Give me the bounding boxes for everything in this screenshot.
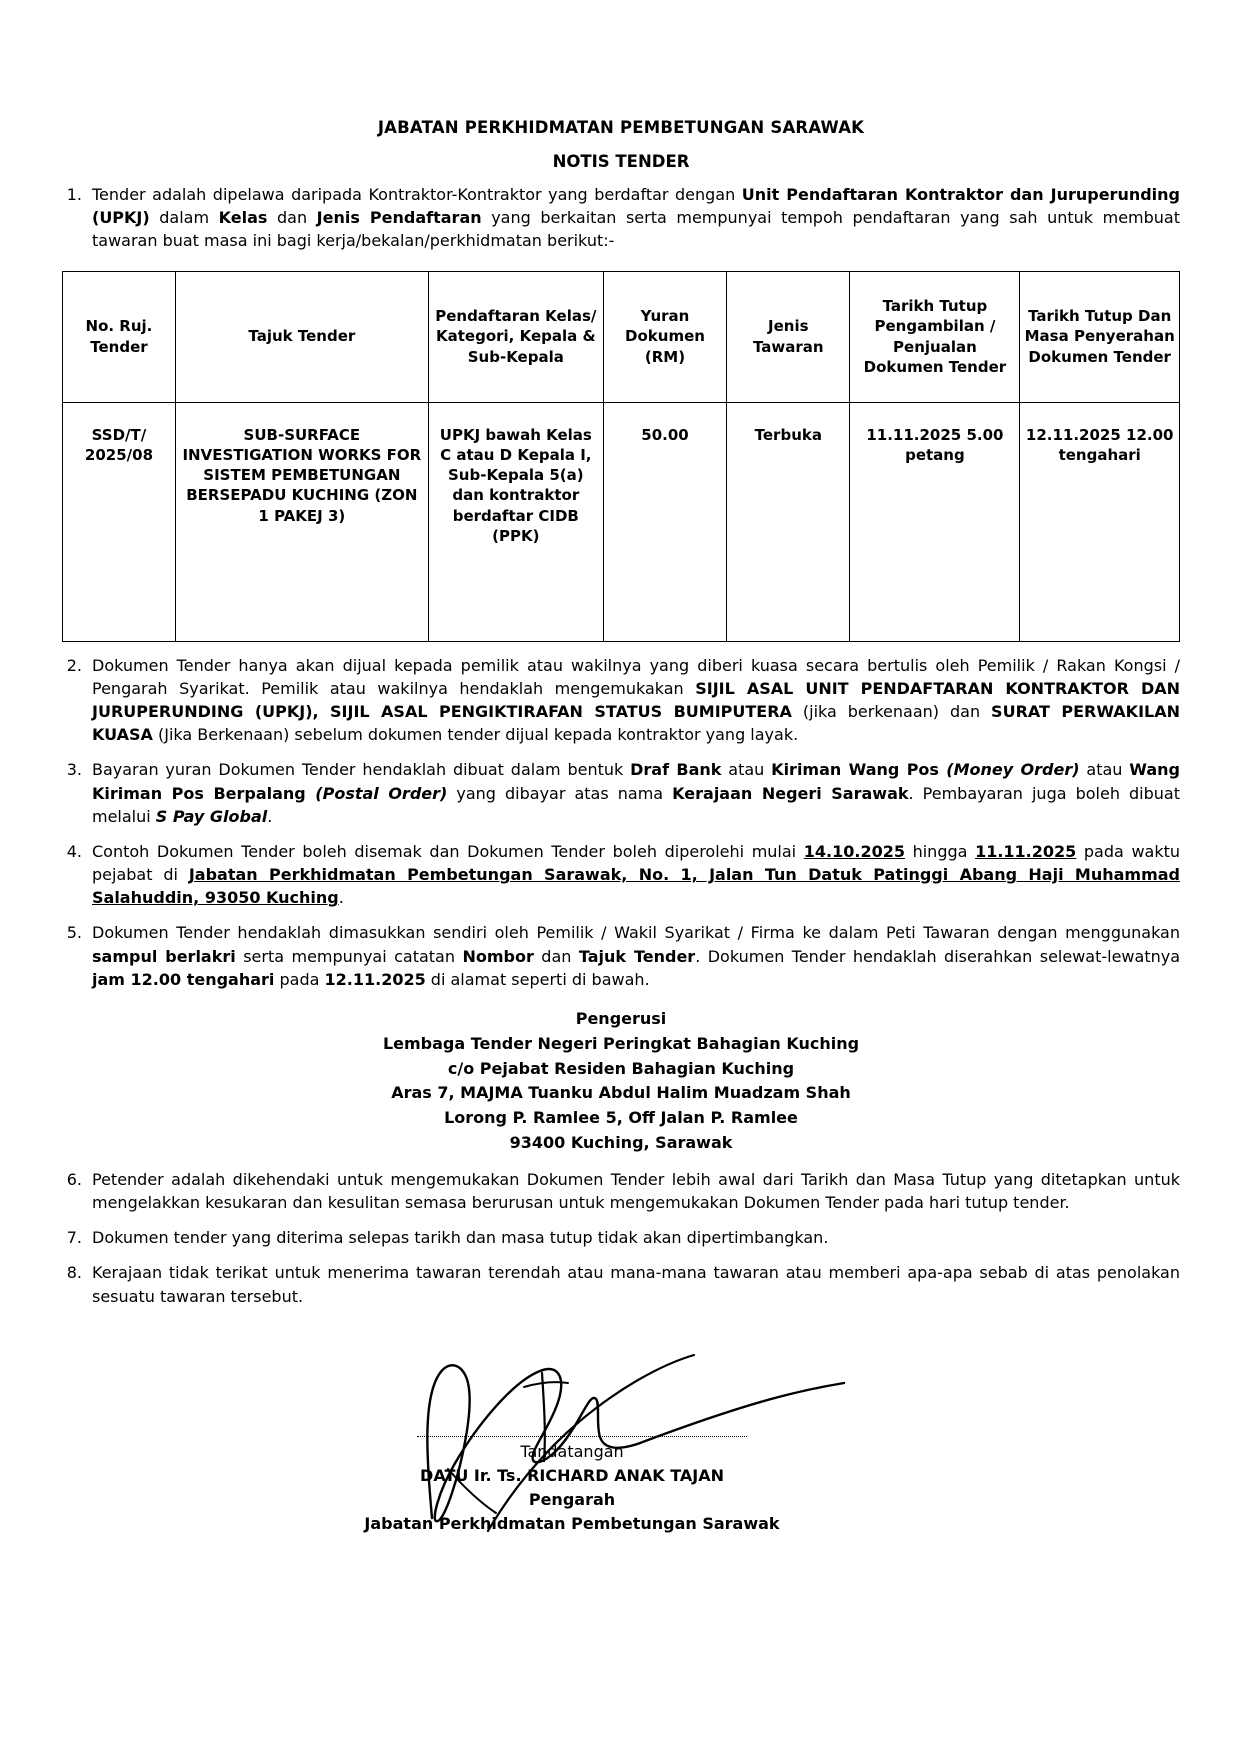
signature-line xyxy=(417,1436,747,1437)
clause-3-t6: . xyxy=(267,806,273,826)
clause-3-b3: Wang Kiriman Pos Berpalang xyxy=(92,760,1180,803)
address-line-2: Lembaga Tender Negeri Peringkat Bahagian Kuching xyxy=(382,1033,860,1053)
clause-5-text xyxy=(92,921,1180,991)
signature-label: Tandatangan xyxy=(520,1441,624,1461)
clause-4-t3: pada waktu pejabat di xyxy=(92,841,1181,885)
cell-fee: 50.00 xyxy=(603,402,726,641)
address-line-5: Lorong P. Ramlee 5, Off Jalan P. Ramlee xyxy=(444,1108,798,1128)
table-header-row xyxy=(63,271,1180,402)
clause-5-t4: . Dokumen Tender hendaklah diserahkan selewat-lewatnya xyxy=(695,946,1181,966)
clause-3-t2: atau xyxy=(721,760,772,780)
clause-5-b5: 12.11.2025 xyxy=(324,969,426,989)
cell-closing-submission: 12.11.2025 12.00 tengahari xyxy=(1020,402,1180,641)
cell-title: SUB-SURFACE INVESTIGATION WORKS FOR SISTEM PEMBETUNGAN BERSEPADU KUCHING (ZON 1 PAKEJ 3) xyxy=(175,402,428,641)
document-header-title: JABATAN PERKHIDMATAN PEMBETUNGAN SARAWAK xyxy=(377,118,865,137)
signatory-position: Pengarah xyxy=(528,1489,616,1509)
clause-6 xyxy=(62,1168,1180,1214)
submission-address-block xyxy=(62,1007,1180,1156)
clause-2-t3: (Jika Berkenaan) sebelum dokumen tender dijual kepada kontraktor yang layak. xyxy=(152,725,799,745)
table-header-registration: Pendaftaran Kelas/ Kategori, Kepala & Sub-Kepala xyxy=(428,271,603,402)
clause-5-number: 5. xyxy=(66,923,82,943)
clause-1-t1: Tender adalah dipelawa daripada Kontraktor-Kontraktor yang berdaftar dengan xyxy=(92,185,742,204)
clause-3-text xyxy=(92,758,1180,828)
clause-1-text xyxy=(92,183,1180,253)
clause-4-number: 4. xyxy=(66,841,82,861)
table-header-title: Tajuk Tender xyxy=(175,271,428,402)
clause-1-t2: dalam xyxy=(149,208,219,228)
clause-1-t4: yang berkaitan serta mempunyai tempoh pendaftaran yang sah untuk membuat tawaran buat masa ini bagi kerja/bekalan/perkhidmatan berikut:- xyxy=(92,208,1180,251)
table-header-ref: No. Ruj. Tender xyxy=(63,271,176,402)
clause-3-bi2: (Postal Order) xyxy=(315,783,448,803)
clause-3-t4: yang dibayar atas nama xyxy=(447,783,673,803)
clause-2 xyxy=(62,654,1180,747)
clause-5-b3: Tajuk Tender xyxy=(578,946,696,966)
clause-7 xyxy=(62,1226,1180,1249)
clause-4 xyxy=(62,840,1180,910)
clause-3 xyxy=(62,758,1180,828)
address-line-3: c/o Pejabat Residen Bahagian Kuching xyxy=(447,1058,795,1078)
clause-2-number: 2. xyxy=(66,655,82,675)
clause-5-t1: Dokumen Tender hendaklah dimasukkan sendiri oleh Pemilik / Wakil Syarikat / Firma ke dalam Peti Tawaran dengan menggunakan xyxy=(92,923,1180,943)
clause-1-t3: dan xyxy=(267,208,317,228)
clause-6-text: Petender adalah dikehendaki untuk mengemukakan Dokumen Tender lebih awal dari Tarikh dan Masa Tutup yang ditetapkan untuk mengelakkan kesukaran dan kesulitan semasa berurusan untuk mengemukakan Dokumen Tender pada hari tutup tender. xyxy=(92,1169,1180,1212)
table-row xyxy=(63,402,1180,641)
clause-5 xyxy=(62,921,1180,991)
clause-5-t5: pada xyxy=(274,969,325,989)
table-header-closing-collection: Tarikh Tutup Pengambilan / Penjualan Dokumen Tender xyxy=(850,271,1020,402)
clause-2-t2: (jika berkenaan) dan xyxy=(791,701,992,721)
table-header-closing-submission: Tarikh Tutup Dan Masa Penyerahan Dokumen Tender xyxy=(1020,271,1180,402)
cell-type: Terbuka xyxy=(727,402,850,641)
clause-3-t3: atau xyxy=(1079,760,1130,780)
cell-closing-collection: 11.11.2025 5.00 petang xyxy=(850,402,1020,641)
clause-7-text: Dokumen tender yang diterima selepas tarikh dan masa tutup tidak akan dipertimbangkan. xyxy=(92,1228,829,1248)
clause-1-b3: Jenis Pendaftaran xyxy=(316,208,482,228)
clause-5-b4: jam 12.00 tengahari xyxy=(92,969,275,989)
address-line-4: Aras 7, MAJMA Tuanku Abdul Halim Muadzam Shah xyxy=(391,1083,851,1103)
clause-5-b1: sampul berlakri xyxy=(92,946,236,966)
clause-6-number: 6. xyxy=(66,1169,82,1189)
signatory-department: Jabatan Perkhidmatan Pembetungan Sarawak xyxy=(364,1513,780,1533)
address-line-1: Pengerusi xyxy=(575,1009,667,1028)
clause-2-b1: SIJIL ASAL UNIT PENDAFTARAN KONTRAKTOR DAN JURUPERUNDING (UPKJ), SIJIL ASAL PENGIKTIRAFAN STATUS BUMIPUTERA xyxy=(92,678,1180,721)
clause-3-b2: Kiriman Wang Pos xyxy=(771,760,947,780)
clause-5-t6: di alamat seperti di bawah. xyxy=(425,969,650,989)
clause-3-b4: Kerajaan Negeri Sarawak xyxy=(672,783,909,803)
clause-2-b2: SURAT PERWAKILAN KUASA xyxy=(92,701,1180,745)
clause-4-date-end: 11.11.2025 xyxy=(975,841,1077,861)
clause-4-t4: . xyxy=(338,888,344,908)
clause-8-number: 8. xyxy=(66,1263,82,1283)
clause-1 xyxy=(62,183,1180,253)
clause-4-t2: hingga xyxy=(904,841,976,861)
cell-ref: SSD/T/ 2025/08 xyxy=(63,402,176,641)
clause-2-t1: Dokumen Tender hanya akan dijual kepada pemilik atau wakilnya yang diberi kuasa secara bertulis oleh Pemilik / Rakan Kongsi / Pengarah Syarikat. Pemilik atau wakilnya hendaklah mengemukakan xyxy=(92,655,1180,698)
clause-4-address: Jabatan Perkhidmatan Pembetungan Sarawak, No. 1, Jalan Tun Datuk Patinggi Abang Haji Muhammad Salahuddin, 93050 Kuching xyxy=(92,865,1180,908)
clause-7-number: 7. xyxy=(66,1228,82,1248)
clause-4-text xyxy=(92,840,1180,910)
clause-1-b1: Unit Pendaftaran Kontraktor dan Juruperunding (UPKJ) xyxy=(92,185,1180,228)
clause-1-b2: Kelas xyxy=(218,208,268,228)
clause-3-number: 3. xyxy=(66,760,82,780)
table-header-type: Jenis Tawaran xyxy=(727,271,850,402)
cell-registration: UPKJ bawah Kelas C atau D Kepala I, Sub-Kepala 5(a) dan kontraktor berdaftar CIDB (PPK) xyxy=(428,402,603,641)
signatory-name: DATU Ir. Ts. RICHARD ANAK TAJAN xyxy=(420,1465,724,1485)
clause-1-number: 1. xyxy=(66,185,82,204)
clause-3-t1: Bayaran yuran Dokumen Tender hendaklah dibuat dalam bentuk xyxy=(92,760,631,780)
clause-8 xyxy=(62,1261,1180,1307)
signature-area xyxy=(62,1348,1180,1558)
clause-5-b2: Nombor xyxy=(462,946,534,966)
document-header-subtitle: NOTIS TENDER xyxy=(552,152,690,171)
clause-3-bi1: (Money Order) xyxy=(946,760,1080,780)
clause-5-t3: dan xyxy=(533,946,579,966)
clause-8-text: Kerajaan tidak terikat untuk menerima tawaran terendah atau mana-mana tawaran atau memberi apa-apa sebab di atas penolakan sesuatu tawaran tersebut. xyxy=(92,1263,1180,1306)
signature-details xyxy=(62,1440,1082,1536)
clause-3-b1: Draf Bank xyxy=(630,760,722,780)
table-header-fee: Yuran Dokumen (RM) xyxy=(603,271,726,402)
clause-5-t2: serta mempunyai catatan xyxy=(235,946,463,966)
tender-table xyxy=(62,271,1180,642)
address-line-6: 93400 Kuching, Sarawak xyxy=(509,1132,733,1152)
document-content xyxy=(62,118,1180,1558)
clause-2-text xyxy=(92,654,1180,747)
clause-4-date-start: 14.10.2025 xyxy=(803,841,905,861)
clause-4-t1: Contoh Dokumen Tender boleh disemak dan Dokumen Tender boleh diperolehi mulai xyxy=(92,841,804,861)
clause-3-t5: . Pembayaran juga boleh dibuat melalui xyxy=(92,783,1180,826)
clause-3-bi3: S Pay Global xyxy=(155,806,268,826)
